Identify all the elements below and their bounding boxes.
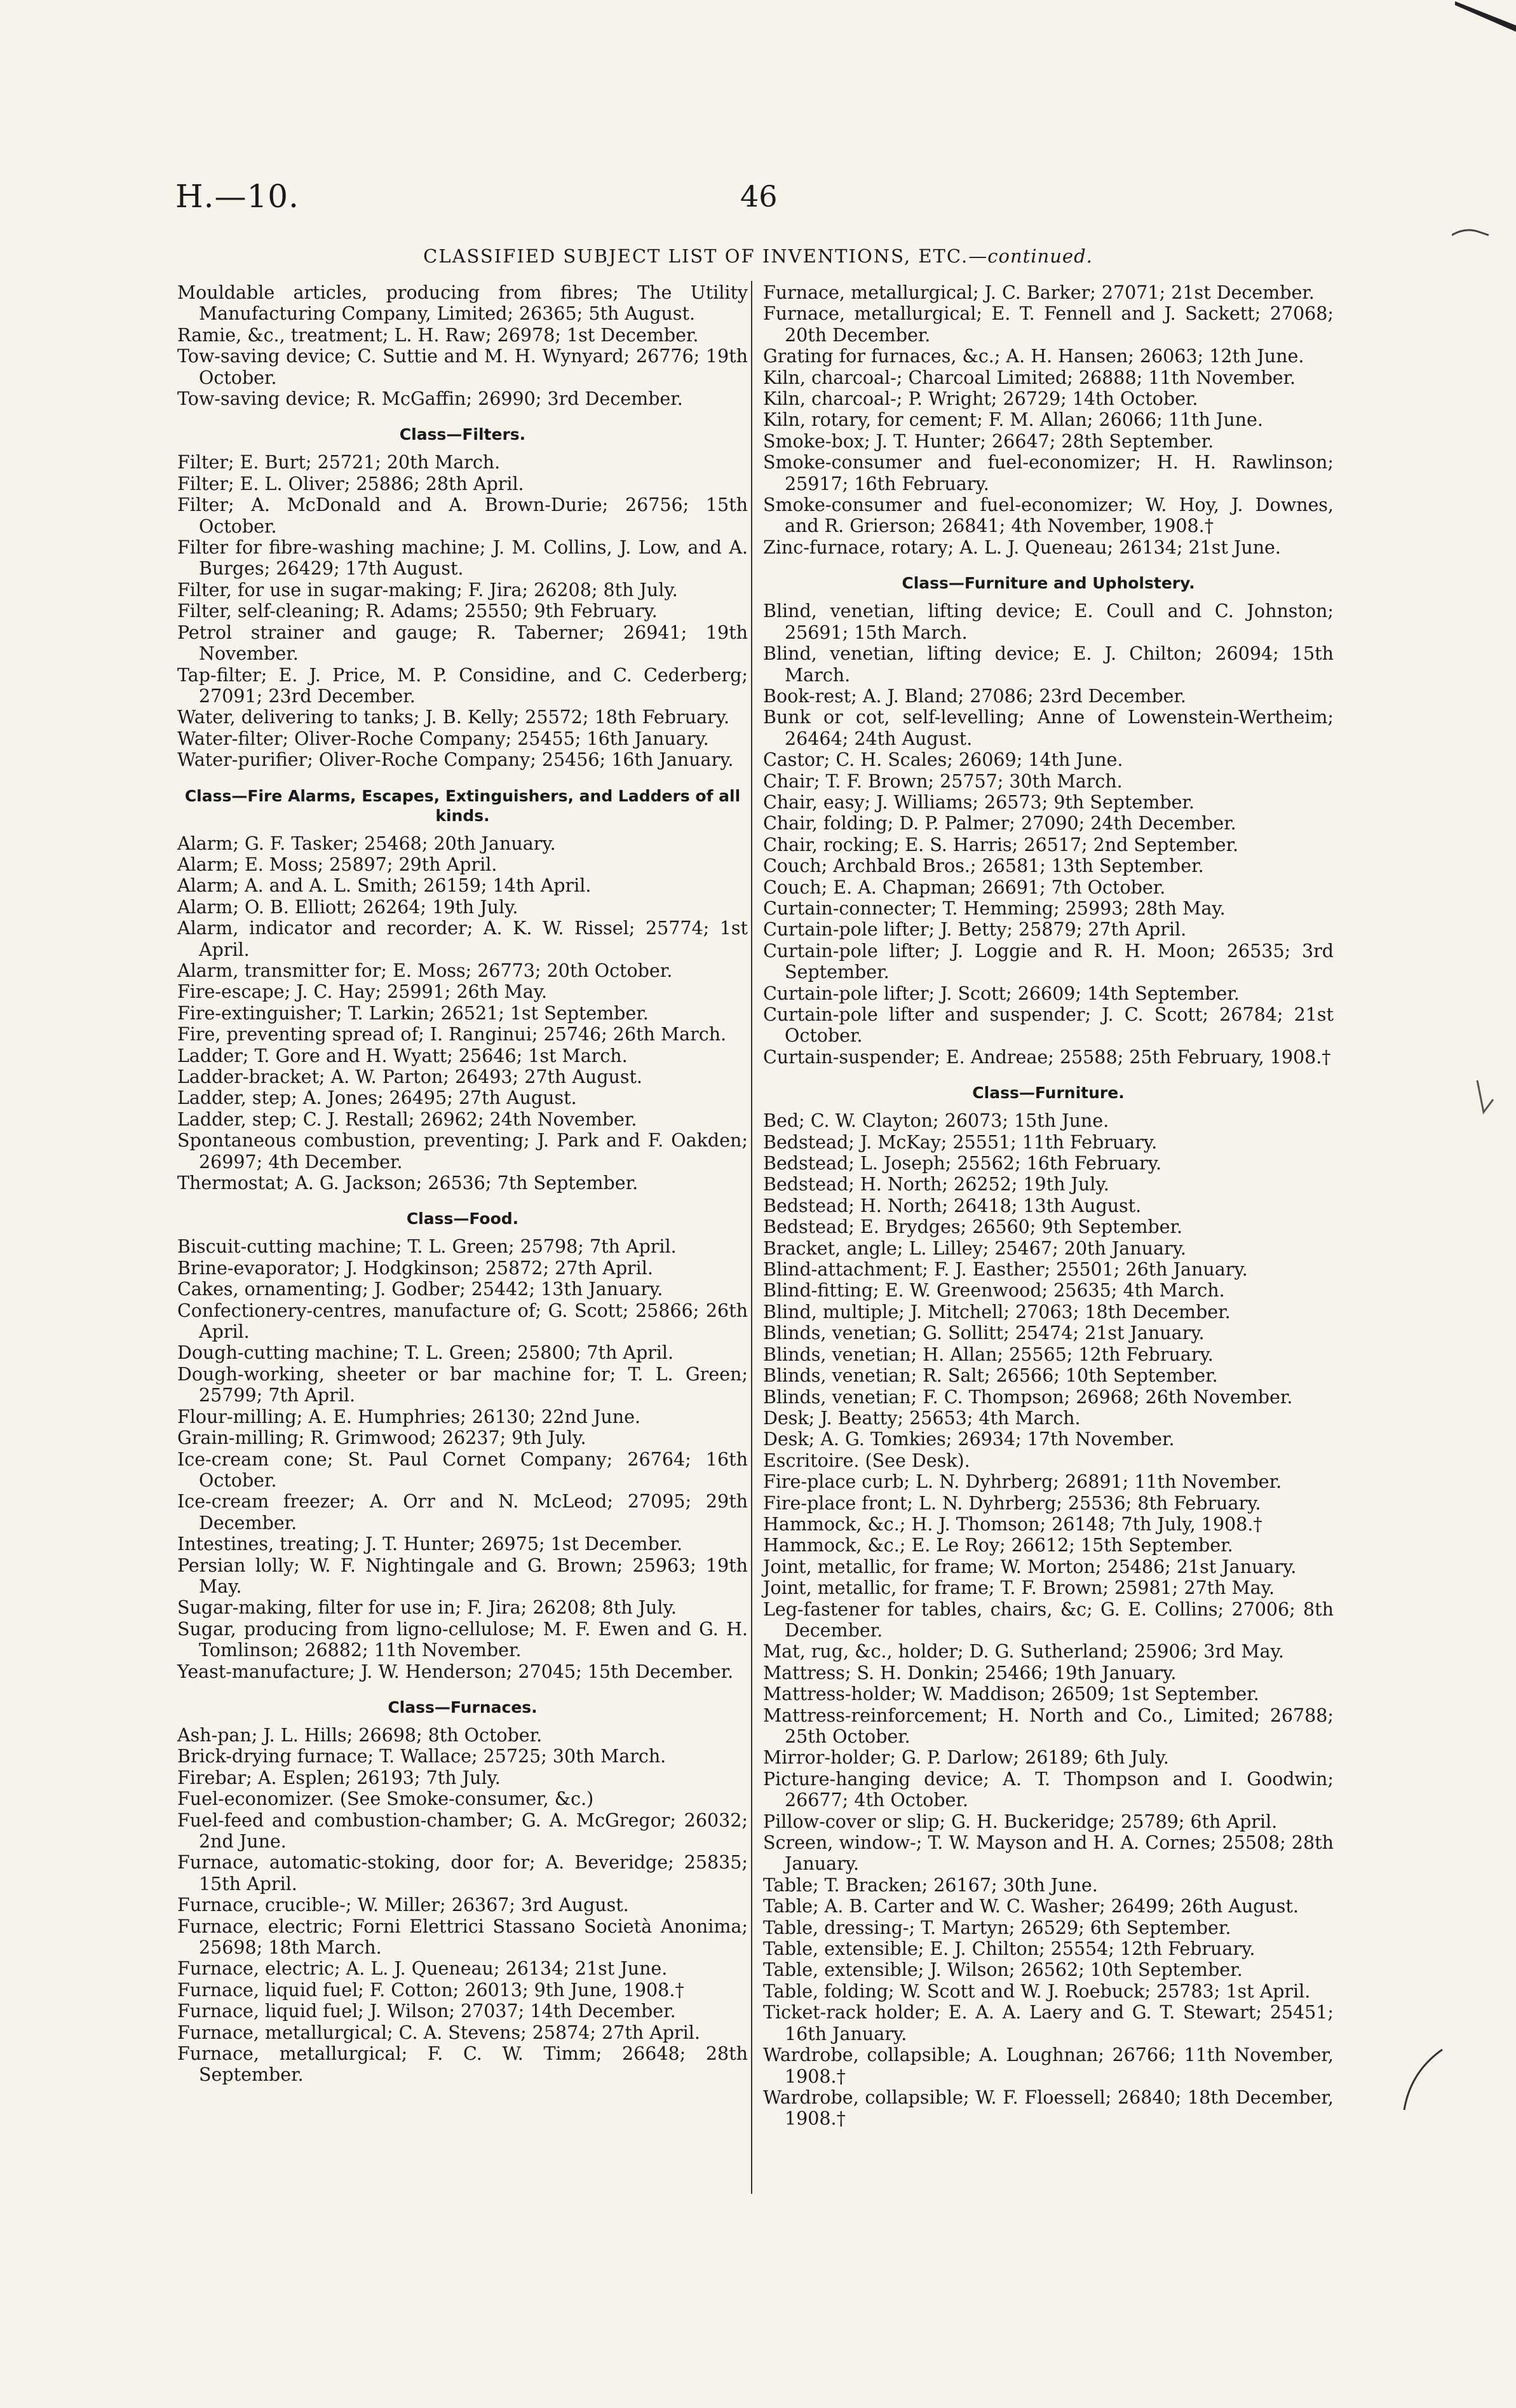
class-heading: Class—Furniture. xyxy=(972,1084,1125,1103)
list-entry: Desk; A. G. Tomkies; 26934; 17th November. xyxy=(763,1429,1175,1450)
list-entry: Ramie, &c., treatment; L. H. Raw; 26978; 1st December. xyxy=(177,324,699,346)
margin-mark-right-tick xyxy=(1452,216,1490,241)
list-entry: Tow-saving device; C. Suttie and M. H. Wynyard; 26776; 19th October. xyxy=(177,346,748,388)
list-entry: Chair, rocking; E. S. Harris; 26517; 2nd September. xyxy=(763,834,1239,855)
list-entry: Kiln, charcoal-; Charcoal Limited; 26888; 11th November. xyxy=(763,367,1296,388)
list-entry: Water-purifier; Oliver-Roche Company; 25456; 16th January. xyxy=(177,749,734,771)
list-entry: Kiln, charcoal-; P. Wright; 26729; 14th October. xyxy=(763,388,1198,410)
class-heading: Class—Filters. xyxy=(399,425,526,444)
list-entry: Sugar, producing from ligno-cellulose; M. F. Ewen and G. H. Tomlinson; 26882; 11th November. xyxy=(177,1618,748,1661)
page-number: 46 xyxy=(740,179,778,214)
list-entry: Sugar-making, filter for use in; F. Jira; 26208; 8th July. xyxy=(177,1597,677,1619)
margin-mark-top-right xyxy=(1455,0,1516,38)
list-entry: Chair, easy; J. Williams; 26573; 9th September. xyxy=(763,791,1195,813)
list-entry: Furnace, liquid fuel; J. Wilson; 27037; 14th December. xyxy=(177,2001,676,2022)
list-entry: Chair; T. F. Brown; 25757; 30th March. xyxy=(763,770,1123,792)
list-entry: Spontaneous combustion, preventing; J. Park and F. Oakden; 26997; 4th December. xyxy=(177,1130,748,1173)
list-entry: Curtain-pole lifter; J. Scott; 26609; 14th September. xyxy=(763,983,1240,1004)
list-entry: Escritoire. (See Desk). xyxy=(763,1450,970,1471)
list-entry: Blind-fitting; E. W. Greenwood; 25635; 4th March. xyxy=(763,1280,1225,1302)
list-entry: Table; T. Bracken; 26167; 30th June. xyxy=(763,1874,1098,1896)
list-entry: Alarm; O. B. Elliott; 26264; 19th July. xyxy=(177,896,518,918)
list-entry: Couch; E. A. Chapman; 26691; 7th October. xyxy=(763,876,1166,898)
list-entry: Thermostat; A. G. Jackson; 26536; 7th September. xyxy=(177,1173,639,1194)
list-entry: Blinds, venetian; G. Sollitt; 25474; 21st January. xyxy=(763,1323,1205,1344)
list-entry: Curtain-pole lifter and suspender; J. C. Scott; 26784; 21st October. xyxy=(763,1004,1334,1047)
list-entry: Picture-hanging device; A. T. Thompson and I. Goodwin; 26677; 4th October. xyxy=(763,1768,1334,1811)
list-entry: Blind, venetian, lifting device; E. Coull and C. Johnston; 25691; 15th March. xyxy=(763,601,1334,643)
list-entry: Grain-milling; R. Grimwood; 26237; 9th July. xyxy=(177,1427,586,1449)
list-entry: Furnace, crucible-; W. Miller; 26367; 3rd August. xyxy=(177,1894,629,1916)
list-entry: Table, folding; W. Scott and W. J. Roebuck; 25783; 1st April. xyxy=(763,1980,1311,2002)
list-entry: Ladder-bracket; A. W. Parton; 26493; 27th August. xyxy=(177,1066,642,1087)
list-entry: Furnace, electric; A. L. J. Queneau; 26134; 21st June. xyxy=(177,1958,668,1980)
list-entry: Ash-pan; J. L. Hills; 26698; 8th October. xyxy=(177,1724,543,1746)
list-entry: Water-filter; Oliver-Roche Company; 25455; 16th January. xyxy=(177,728,709,749)
list-entry: Leg-fastener for tables, chairs, &c; G. E. Collins; 27006; 8th December. xyxy=(763,1598,1334,1641)
list-entry: Bedstead; E. Brydges; 26560; 9th September. xyxy=(763,1216,1183,1238)
list-entry: Mattress-holder; W. Maddison; 26509; 1st September. xyxy=(763,1684,1259,1705)
list-entry: Filter, for use in sugar-making; F. Jira; 26208; 8th July. xyxy=(177,579,678,601)
column-divider xyxy=(751,281,752,2194)
list-entry: Kiln, rotary, for cement; F. M. Allan; 26066; 11th June. xyxy=(763,409,1263,431)
list-entry: Filter; E. Burt; 25721; 20th March. xyxy=(177,452,501,473)
list-entry: Water, delivering to tanks; J. B. Kelly; 25572; 18th February. xyxy=(177,707,729,728)
list-entry: Furnace, metallurgical; J. C. Barker; 27071; 21st December. xyxy=(763,282,1315,303)
list-entry: Screen, window-; T. W. Mayson and H. A. Cornes; 25508; 28th January. xyxy=(763,1832,1334,1875)
list-entry: Chair, folding; D. P. Palmer; 27090; 24th December. xyxy=(763,813,1236,834)
list-entry: Mirror-holder; G. P. Darlow; 26189; 6th July. xyxy=(763,1747,1169,1769)
list-entry: Furnace, metallurgical; F. C. W. Timm; 26648; 28th September. xyxy=(177,2043,748,2086)
list-entry: Hammock, &c.; E. Le Roy; 26612; 15th September. xyxy=(763,1535,1233,1556)
list-entry: Smoke-consumer and fuel-economizer; H. H. Rawlinson; 25917; 16th February. xyxy=(763,452,1334,494)
class-heading: Class—Food. xyxy=(406,1209,519,1228)
list-entry: Furnace, metallurgical; C. A. Stevens; 25874; 27th April. xyxy=(177,2022,700,2043)
list-entry: Bedstead; L. Joseph; 25562; 16th February. xyxy=(763,1153,1162,1174)
list-entry: Furnace, liquid fuel; F. Cotton; 26013; 9th June, 1908.† xyxy=(177,1979,684,2001)
list-entry: Grating for furnaces, &c.; A. H. Hansen; 26063; 12th June. xyxy=(763,346,1304,367)
list-entry: Ticket-rack holder; E. A. A. Laery and G. T. Stewart; 25451; 16th January. xyxy=(763,2002,1334,2044)
list-entry: Tap-filter; E. J. Price, M. P. Considine, and C. Cederberg; 27091; 23rd December. xyxy=(177,664,748,707)
running-title xyxy=(0,245,1516,267)
list-entry: Table; A. B. Carter and W. C. Washer; 26499; 26th August. xyxy=(763,1896,1299,1917)
list-entry: Bracket, angle; L. Lilley; 25467; 20th January. xyxy=(763,1237,1186,1259)
class-heading: Class—Fire Alarms, Escapes, Extinguishers, and Ladders of all kinds. xyxy=(184,786,741,825)
list-entry: Ladder, step; C. J. Restall; 26962; 24th November. xyxy=(177,1108,637,1130)
margin-mark-right-check xyxy=(1474,1074,1506,1125)
list-entry: Pillow-cover or slip; G. H. Buckeridge; 25789; 6th April. xyxy=(763,1811,1278,1832)
list-entry: Alarm; A. and A. L. Smith; 26159; 14th April. xyxy=(177,875,592,897)
list-entry: Mattress-reinforcement; H. North and Co., Limited; 26788; 25th October. xyxy=(763,1704,1334,1747)
list-entry: Filter for fibre-washing machine; J. M. Collins, J. Low, and A. Burges; 26429; 17th August. xyxy=(177,537,748,580)
list-entry: Blind, multiple; J. Mitchell; 27063; 18th December. xyxy=(763,1301,1231,1323)
list-entry: Firebar; A. Esplen; 26193; 7th July. xyxy=(177,1767,501,1788)
left-column xyxy=(177,282,748,2086)
list-entry: Bedstead; J. McKay; 25551; 11th February. xyxy=(763,1131,1158,1153)
list-entry: Persian lolly; W. F. Nightingale and G. Brown; 25963; 19th May. xyxy=(177,1554,748,1597)
list-entry: Mouldable articles, producing from fibres; The Utility Manufacturing Company, Limited; 26365; 5th August. xyxy=(177,282,748,325)
list-entry: Wardrobe, collapsible; A. Loughnan; 26766; 11th November, 1908.† xyxy=(763,2044,1334,2087)
list-entry: Tow-saving device; R. McGaffin; 26990; 3rd December. xyxy=(177,388,683,410)
list-entry: Desk; J. Beatty; 25653; 4th March. xyxy=(763,1407,1081,1429)
list-entry: Castor; C. H. Scales; 26069; 14th June. xyxy=(763,749,1123,771)
list-entry: Brine-evaporator; J. Hodgkinson; 25872; 27th April. xyxy=(177,1257,653,1279)
list-entry: Dough-working, sheeter or bar machine for; T. L. Green; 25799; 7th April. xyxy=(177,1363,748,1406)
right-column xyxy=(763,282,1334,2130)
list-entry: Yeast-manufacture; J. W. Henderson; 27045; 15th December. xyxy=(177,1661,734,1682)
list-entry: Cakes, ornamenting; J. Godber; 25442; 13th January. xyxy=(177,1279,663,1300)
list-entry: Fire, preventing spread of; I. Ranginui; 25746; 26th March. xyxy=(177,1024,727,1045)
list-entry: Smoke-consumer and fuel-economizer; W. Hoy, J. Downes, and R. Grierson; 26841; 4th November, 1908.† xyxy=(763,494,1334,537)
list-entry: Filter; E. L. Oliver; 25886; 28th April. xyxy=(177,473,524,494)
list-entry: Table, dressing-; T. Martyn; 26529; 6th September. xyxy=(763,1917,1231,1938)
list-entry: Alarm; E. Moss; 25897; 29th April. xyxy=(177,854,497,875)
list-entry: Ladder; T. Gore and H. Wyatt; 25646; 1st March. xyxy=(177,1045,628,1066)
list-entry: Joint, metallic, for frame; T. F. Brown; 25981; 27th May. xyxy=(763,1577,1275,1599)
list-entry: Ice-cream freezer; A. Orr and N. McLeod; 27095; 29th December. xyxy=(177,1491,748,1534)
list-entry: Bed; C. W. Clayton; 26073; 15th June. xyxy=(763,1110,1109,1132)
list-entry: Confectionery-centres, manufacture of; G. Scott; 25866; 26th April. xyxy=(177,1300,748,1343)
list-entry: Table, extensible; J. Wilson; 26562; 10th September. xyxy=(763,1959,1243,1981)
list-entry: Fire-escape; J. C. Hay; 25991; 26th May. xyxy=(177,981,548,1003)
list-entry: Hammock, &c.; H. J. Thomson; 26148; 7th July, 1908.† xyxy=(763,1513,1262,1535)
list-entry: Fire-extinguisher; T. Larkin; 26521; 1st September. xyxy=(177,1002,649,1024)
list-entry: Fire-place front; L. N. Dyhrberg; 25536; 8th February. xyxy=(763,1492,1261,1514)
list-entry: Ice-cream cone; St. Paul Cornet Company; 26764; 16th October. xyxy=(177,1448,748,1491)
list-entry: Table, extensible; E. J. Chilton; 25554; 12th February. xyxy=(763,1938,1255,1960)
list-entry: Fuel-economizer. (See Smoke-consumer, &c.) xyxy=(177,1788,594,1810)
list-entry: Brick-drying furnace; T. Wallace; 25725; 30th March. xyxy=(177,1746,667,1767)
list-entry: Filter; A. McDonald and A. Brown-Durie; 26756; 15th October. xyxy=(177,494,748,537)
list-entry: Blinds, venetian; F. C. Thompson; 26968; 26th November. xyxy=(763,1386,1293,1408)
list-entry: Blind, venetian, lifting device; E. J. Chilton; 26094; 15th March. xyxy=(763,643,1334,686)
list-entry: Filter, self-cleaning; R. Adams; 25550; 9th February. xyxy=(177,601,658,622)
class-heading: Class—Furniture and Upholstery. xyxy=(902,574,1195,593)
list-entry: Furnace, automatic-stoking, door for; A. Beveridge; 25835; 15th April. xyxy=(177,1852,748,1894)
list-entry: Book-rest; A. J. Bland; 27086; 23rd December. xyxy=(763,685,1186,707)
list-entry: Dough-cutting machine; T. L. Green; 25800; 7th April. xyxy=(177,1342,674,1364)
list-entry: Blinds, venetian; R. Salt; 26566; 10th September. xyxy=(763,1365,1218,1387)
list-entry: Curtain-connecter; T. Hemming; 25993; 28th May. xyxy=(763,897,1226,919)
list-entry: Biscuit-cutting machine; T. L. Green; 25798; 7th April. xyxy=(177,1236,677,1258)
list-entry: Curtain-pole lifter; J. Loggie and R. H. Moon; 26535; 3rd September. xyxy=(763,940,1334,983)
list-entry: Furnace, metallurgical; E. T. Fennell and J. Sackett; 27068; 20th December. xyxy=(763,303,1334,346)
list-entry: Flour-milling; A. E. Humphries; 26130; 22nd June. xyxy=(177,1406,641,1427)
running-title-text: CLASSIFIED SUBJECT LIST OF INVENTIONS, ETC. xyxy=(423,245,969,267)
list-entry: Intestines, treating; J. T. Hunter; 26975; 1st December. xyxy=(177,1534,683,1555)
list-entry: Alarm, indicator and recorder; A. K. W. Rissel; 25774; 1st April. xyxy=(177,918,748,960)
list-entry: Curtain-suspender; E. Andreae; 25588; 25th February, 1908.† xyxy=(763,1046,1331,1068)
list-entry: Alarm, transmitter for; E. Moss; 26773; 20th October. xyxy=(177,960,673,981)
list-entry: Curtain-pole lifter; J. Betty; 25879; 27th April. xyxy=(763,919,1187,941)
list-entry: Furnace, electric; Forni Elettrici Stassano Società Anonima; 25698; 18th March. xyxy=(177,1915,748,1959)
list-entry: Bedstead; H. North; 26418; 13th August. xyxy=(763,1195,1142,1216)
list-entry: Ladder, step; A. Jones; 26495; 27th August. xyxy=(177,1087,577,1109)
list-entry: Mat, rug, &c., holder; D. G. Sutherland; 25906; 3rd May. xyxy=(763,1641,1284,1663)
list-entry: Couch; Archbald Bros.; 26581; 13th September. xyxy=(763,855,1204,877)
list-entry: Bunk or cot, self-levelling; Anne of Lowenstein-Wertheim; 26464; 24th August. xyxy=(763,707,1334,749)
list-entry: Mattress; S. H. Donkin; 25466; 19th January. xyxy=(763,1662,1177,1684)
list-entry: Alarm; G. F. Tasker; 25468; 20th January. xyxy=(177,833,556,854)
list-entry: Smoke-box; J. T. Hunter; 26647; 28th September. xyxy=(763,430,1214,452)
margin-mark-right-curve xyxy=(1398,2046,1449,2116)
document-code: H.—10. xyxy=(175,178,300,215)
list-entry: Fire-place curb; L. N. Dyhrberg; 26891; 11th November. xyxy=(763,1471,1282,1493)
list-entry: Blind-attachment; F. J. Easther; 25501; 26th January. xyxy=(763,1259,1248,1281)
list-entry: Joint, metallic, for frame; W. Morton; 25486; 21st January. xyxy=(763,1556,1297,1577)
list-entry: Fuel-feed and combustion-chamber; G. A. McGregor; 26032; 2nd June. xyxy=(177,1809,748,1852)
running-title-suffix: —continued. xyxy=(968,245,1093,267)
list-entry: Wardrobe, collapsible; W. F. Floessell; 26840; 18th December, 1908.† xyxy=(763,2086,1334,2130)
list-entry: Blinds, venetian; H. Allan; 25565; 12th February. xyxy=(763,1343,1214,1365)
class-heading: Class—Furnaces. xyxy=(388,1697,538,1717)
list-entry: Bedstead; H. North; 26252; 19th July. xyxy=(763,1174,1109,1195)
list-entry: Zinc-furnace, rotary; A. L. J. Queneau; 26134; 21st June. xyxy=(763,536,1281,558)
list-entry: Petrol strainer and gauge; R. Taberner; 26941; 19th November. xyxy=(177,622,748,665)
